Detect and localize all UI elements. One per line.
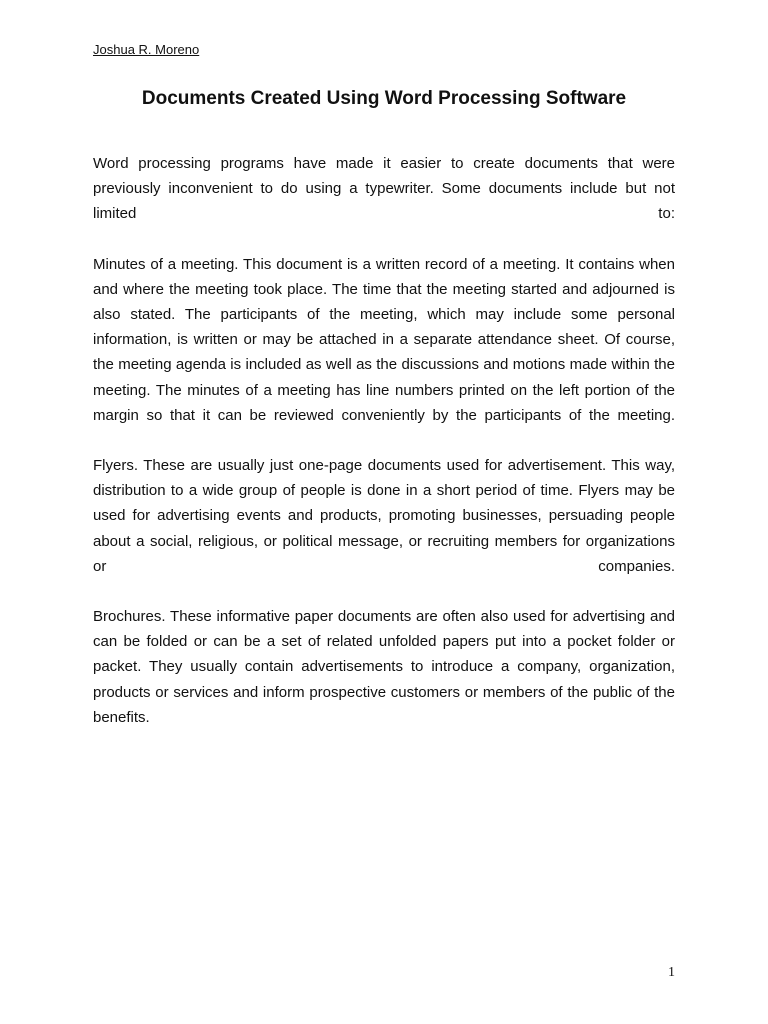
author-name: Joshua R. Moreno [93,42,200,57]
brochures-paragraph: Brochures. These informative paper documents are often also used for advertising and can be folded or can be a set of related unfolded papers put into a pocket folder or packet. They usually contain advertisements to introduce a company, organization, products or services and inform prospective customers or members of the public of the benefits. [93,608,675,726]
intro-paragraph: Word processing programs have made it easier to create documents that were previously inconvenient to do using a typewriter. Some documents include but not limited to: [93,155,675,223]
page-number: 1 [668,965,675,980]
flyers-paragraph: Flyers. These are usually just one-page documents used for advertisement. This way, distribution to a wide group of people is done in a short period of time. Flyers may be used for advertising events and products, promoting businesses, persuading people about a social, religious, or political message, or recruiting members for organizations or companies. [93,457,675,575]
document-body [93,151,675,755]
document-title: Documents Created Using Word Processing Software [141,88,627,109]
minutes-paragraph: Minutes of a meeting. This document is a written record of a meeting. It contains when and where the meeting took place. The time that the meeting started and adjourned is also stated. The participants of the meeting, which may include some personal information, is written or may be attached in a separate attendance sheet. Of course, the meeting agenda is included as well as the discussions and motions made within the meeting. The minutes of a meeting has line numbers printed on the left portion of the margin so that it can be reviewed conveniently by the participants of the meeting. [93,255,675,424]
